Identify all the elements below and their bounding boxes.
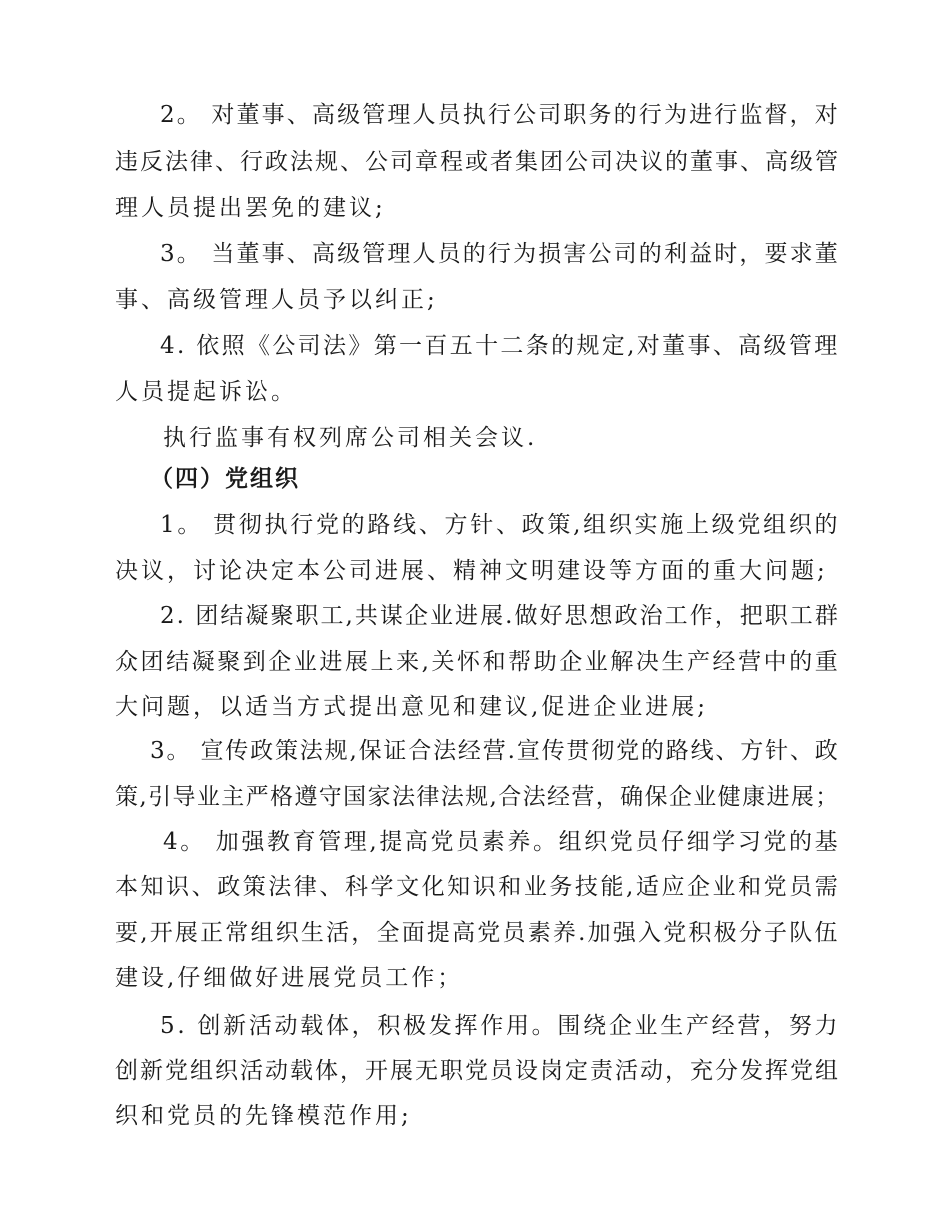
paragraph-8-line-3: 要,开展正常组织生活，全面提高党员素养.加强入党积极分子队伍 bbox=[115, 920, 840, 946]
paragraph-9-line-2: 创新党组织活动载体，开展无职党员设岗定责活动，充分发挥党组 bbox=[115, 1058, 840, 1084]
paragraph-6-line-2: 众团结凝聚到企业进展上来,关怀和帮助企业解决生产经营中的重 bbox=[115, 649, 841, 675]
paragraph-1-line-1: 2。 对董事、高级管理人员执行公司职务的行为进行监督，对 bbox=[160, 102, 840, 128]
paragraph-7-line-2: 策,引导业主严格遵守国家法律法规,合法经营，确保企业健康进展； bbox=[115, 784, 840, 810]
paragraph-5-line-2: 决议，讨论决定本公司进展、精神文明建设等方面的重大问题; bbox=[115, 558, 828, 584]
paragraph-6-line-3: 大问题，以适当方式提出意见和建议,促进企业进展; bbox=[115, 694, 709, 720]
paragraph-3-line-1: 4. 依照《公司法》第一百五十二条的规定,对董事、高级管理 bbox=[160, 333, 840, 359]
paragraph-7-line-1: 3。 宣传政策法规,保证合法经营.宣传贯彻党的路线、方针、政 bbox=[150, 738, 840, 764]
section-heading: （四）党组织 bbox=[150, 466, 300, 492]
paragraph-3-line-2: 人员提起诉讼。 bbox=[115, 379, 297, 405]
paragraph-5-line-1: 1。 贯彻执行党的路线、方针、政策,组织实施上级党组织的 bbox=[160, 512, 841, 538]
paragraph-6-line-1: 2. 团结凝聚职工,共谋企业进展.做好思想政治工作，把职工群 bbox=[160, 603, 840, 629]
paragraph-8-line-1: 4。 加强教育管理,提高党员素养。组织党员仔细学习党的基 bbox=[163, 829, 841, 855]
paragraph-1-line-3: 理人员提出罢免的建议; bbox=[115, 195, 386, 221]
paragraph-4-line-1: 执行监事有权列席公司相关会议. bbox=[163, 425, 538, 451]
paragraph-8-line-4: 建设,仔细做好进展党员工作； bbox=[115, 965, 464, 991]
paragraph-9-line-1: 5. 创新活动载体，积极发挥作用。围绕企业生产经营，努力 bbox=[160, 1013, 841, 1039]
paragraph-1-line-2: 违反法律、行政法规、公司章程或者集团公司决议的董事、高级管 bbox=[115, 149, 840, 175]
paragraph-8-line-2: 本知识、政策法律、科学文化知识和业务技能,适应企业和党员需 bbox=[115, 874, 841, 900]
paragraph-2-line-1: 3。 当董事、高级管理人员的行为损害公司的利益时，要求董 bbox=[160, 241, 840, 267]
paragraph-2-line-2: 事、高级管理人员予以纠正; bbox=[115, 287, 438, 313]
paragraph-9-line-3: 织和党员的先锋模范作用; bbox=[115, 1103, 412, 1129]
